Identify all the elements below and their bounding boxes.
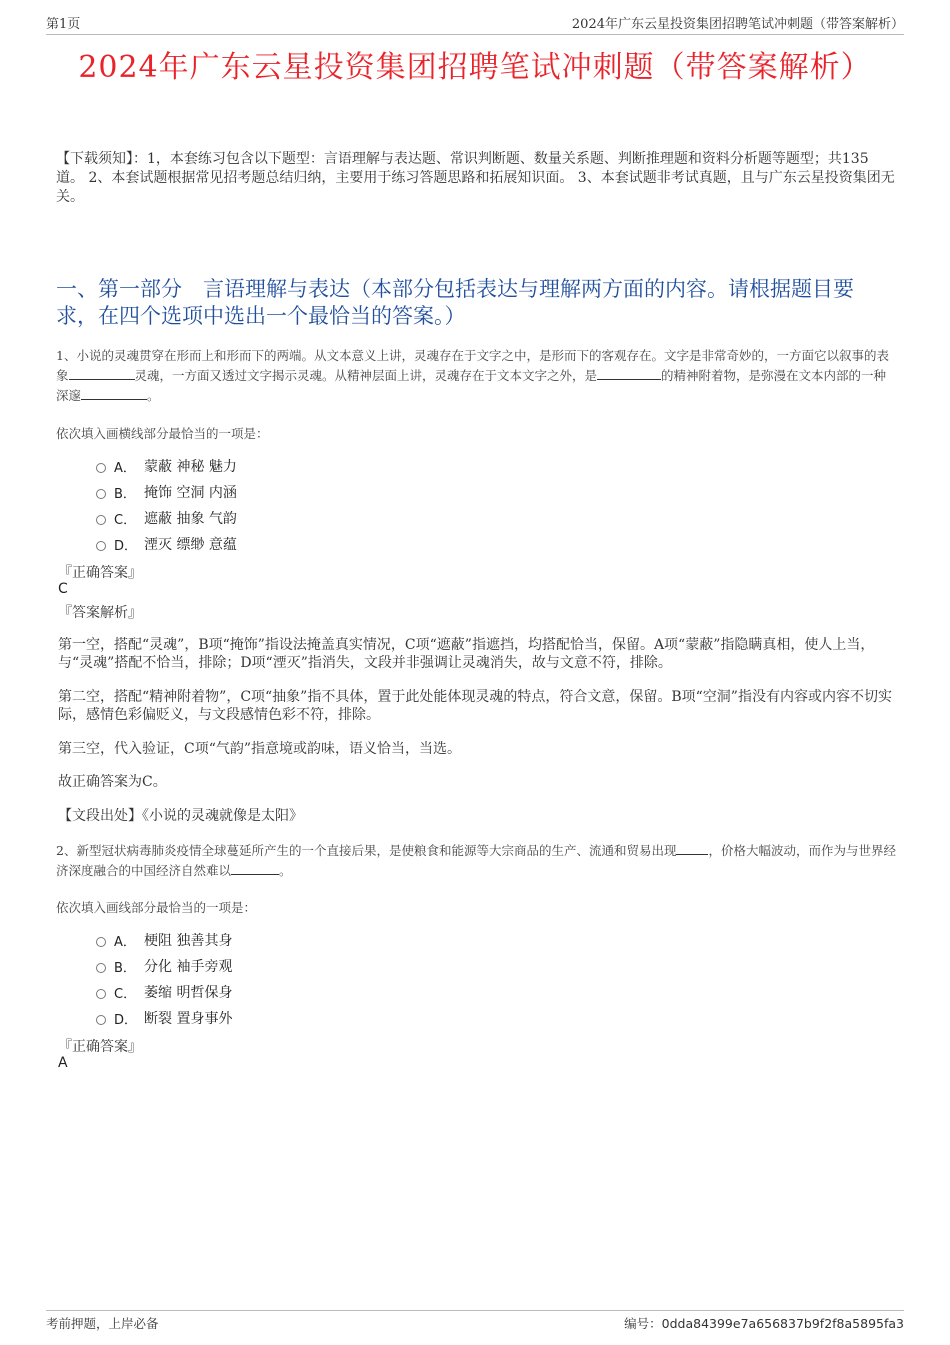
question-1-text-c: 的精神附着物，是弥漫在文本内部的一种深邃 <box>56 368 887 403</box>
question-1-text-a: 1、小说的灵魂贯穿在形而上和形而下的两端。从文本意义上讲，灵魂存在于文字之中，是形而下的客观存在。文字是非常奇妙的，一方面它以叙事的表象 <box>56 348 889 383</box>
analysis-paragraph-1: 第一空，搭配“灵魂”，B项“掩饰”指设法掩盖真实情况，C项“遮蔽”指遮挡，均搭配恰当，保留。A项“蒙蔽”指隐瞒真相，使人上当，与“灵魂”搭配不恰当，排除；D项“湮灭”指消失，文段并非强调让灵魂消失，故与文意不符，排除。 <box>58 637 875 671</box>
question-2-text-b: ，价格大幅波动，而作为与世界经济深度融合的中国经济自然难以 <box>56 843 896 878</box>
radio-icon[interactable] <box>96 463 106 473</box>
footer-code: 编号：0dda84399e7a656837b9f2f8a5895fa3 <box>624 1316 904 1331</box>
source-note: 【文段出处】《小说的灵魂就像是太阳》 <box>58 808 303 824</box>
option-d[interactable]: D． 断裂 置身事外 <box>96 1005 232 1031</box>
question-1-text <box>56 346 898 406</box>
option-b[interactable]: B． 分化 袖手旁观 <box>96 953 232 979</box>
page-header <box>46 12 904 35</box>
page-footer <box>46 1310 904 1332</box>
option-d[interactable]: D． 湮灭 缥缈 意蕴 <box>96 531 237 557</box>
option-b[interactable]: B． 掩饰 空洞 内涵 <box>96 479 237 505</box>
download-notice: 【下载须知】：1，本套练习包含以下题型：言语理解与表达题、常识判断题、数量关系题、判断推理题和资料分析题等题型；共135道。 2、本套试题根据常见招考题总结归纳，主要用于练习答题思路和拓展知识面。 3、本套试题非考试真题，且与广东云星投资集团无关。 <box>56 151 895 205</box>
radio-icon[interactable] <box>96 989 106 999</box>
blank-1 <box>69 367 135 380</box>
question-1-options <box>96 453 237 557</box>
question-1-text-d: 。 <box>147 388 160 403</box>
radio-icon[interactable] <box>96 541 106 551</box>
document-code: 0dda84399e7a656837b9f2f8a5895fa3 <box>661 1316 904 1331</box>
radio-icon[interactable] <box>96 515 106 525</box>
analysis-label: 『答案解析』 <box>58 605 142 621</box>
question-2-prompt: 依次填入画线部分最恰当的一项是： <box>56 900 257 915</box>
analysis-paragraph-4: 故正确答案为C。 <box>58 774 167 790</box>
question-2-text <box>56 841 898 881</box>
question-1-text-b: 灵魂，一方面又透过文字揭示灵魂。从精神层面上讲，灵魂存在于文本文字之外，是 <box>134 368 598 383</box>
radio-icon[interactable] <box>96 1015 106 1025</box>
answer-label: 『正确答案』 <box>58 1039 142 1055</box>
radio-icon[interactable] <box>96 489 106 499</box>
section-title: 一、第一部分 言语理解与表达（本部分包括表达与理解两方面的内容。请根据题目要求，在四个选项中选出一个最恰当的答案。） <box>56 277 854 328</box>
analysis-paragraph-3: 第三空，代入验证，C项“气韵”指意境或韵味，语义恰当，当选。 <box>58 741 462 757</box>
option-a[interactable]: A． 梗阻 独善其身 <box>96 927 232 953</box>
question-1-prompt: 依次填入画横线部分最恰当的一项是： <box>56 426 269 441</box>
question-2-text-a: 2、新型冠状病毒肺炎疫情全球蔓延所产生的一个直接后果，是使粮食和能源等大宗商品的生产、流通和贸易出现 <box>56 843 677 858</box>
question-2-options <box>96 927 232 1031</box>
header-doc-title: 2024年广东云星投资集团招聘笔试冲刺题（带答案解析） <box>571 17 904 32</box>
option-c[interactable]: C． 萎缩 明哲保身 <box>96 979 232 1005</box>
option-a[interactable]: A． 蒙蔽 神秘 魅力 <box>96 453 237 479</box>
blank-3 <box>81 387 147 400</box>
radio-icon[interactable] <box>96 963 106 973</box>
option-c[interactable]: C． 遮蔽 抽象 气韵 <box>96 505 237 531</box>
document-title: 2024年广东云星投资集团招聘笔试冲刺题（带答案解析） <box>78 50 872 85</box>
analysis-paragraph-2: 第二空，搭配“精神附着物”，C项“抽象”指不具体，置于此处能体现灵魂的特点，符合文意，保留。B项“空洞”指没有内容或内容不切实际，感情色彩偏贬义，与文段感情色彩不符，排除。 <box>58 689 892 723</box>
radio-icon[interactable] <box>96 937 106 947</box>
page-number: 第1页 <box>46 17 81 32</box>
blank-2 <box>231 862 279 875</box>
answer-value: A <box>58 1055 68 1071</box>
answer-value: C <box>58 581 68 597</box>
footer-slogan: 考前押题，上岸必备 <box>46 1316 159 1331</box>
blank-1 <box>676 842 708 855</box>
question-2-text-c: 。 <box>279 863 292 878</box>
answer-label: 『正确答案』 <box>58 565 142 581</box>
blank-2 <box>597 367 661 380</box>
